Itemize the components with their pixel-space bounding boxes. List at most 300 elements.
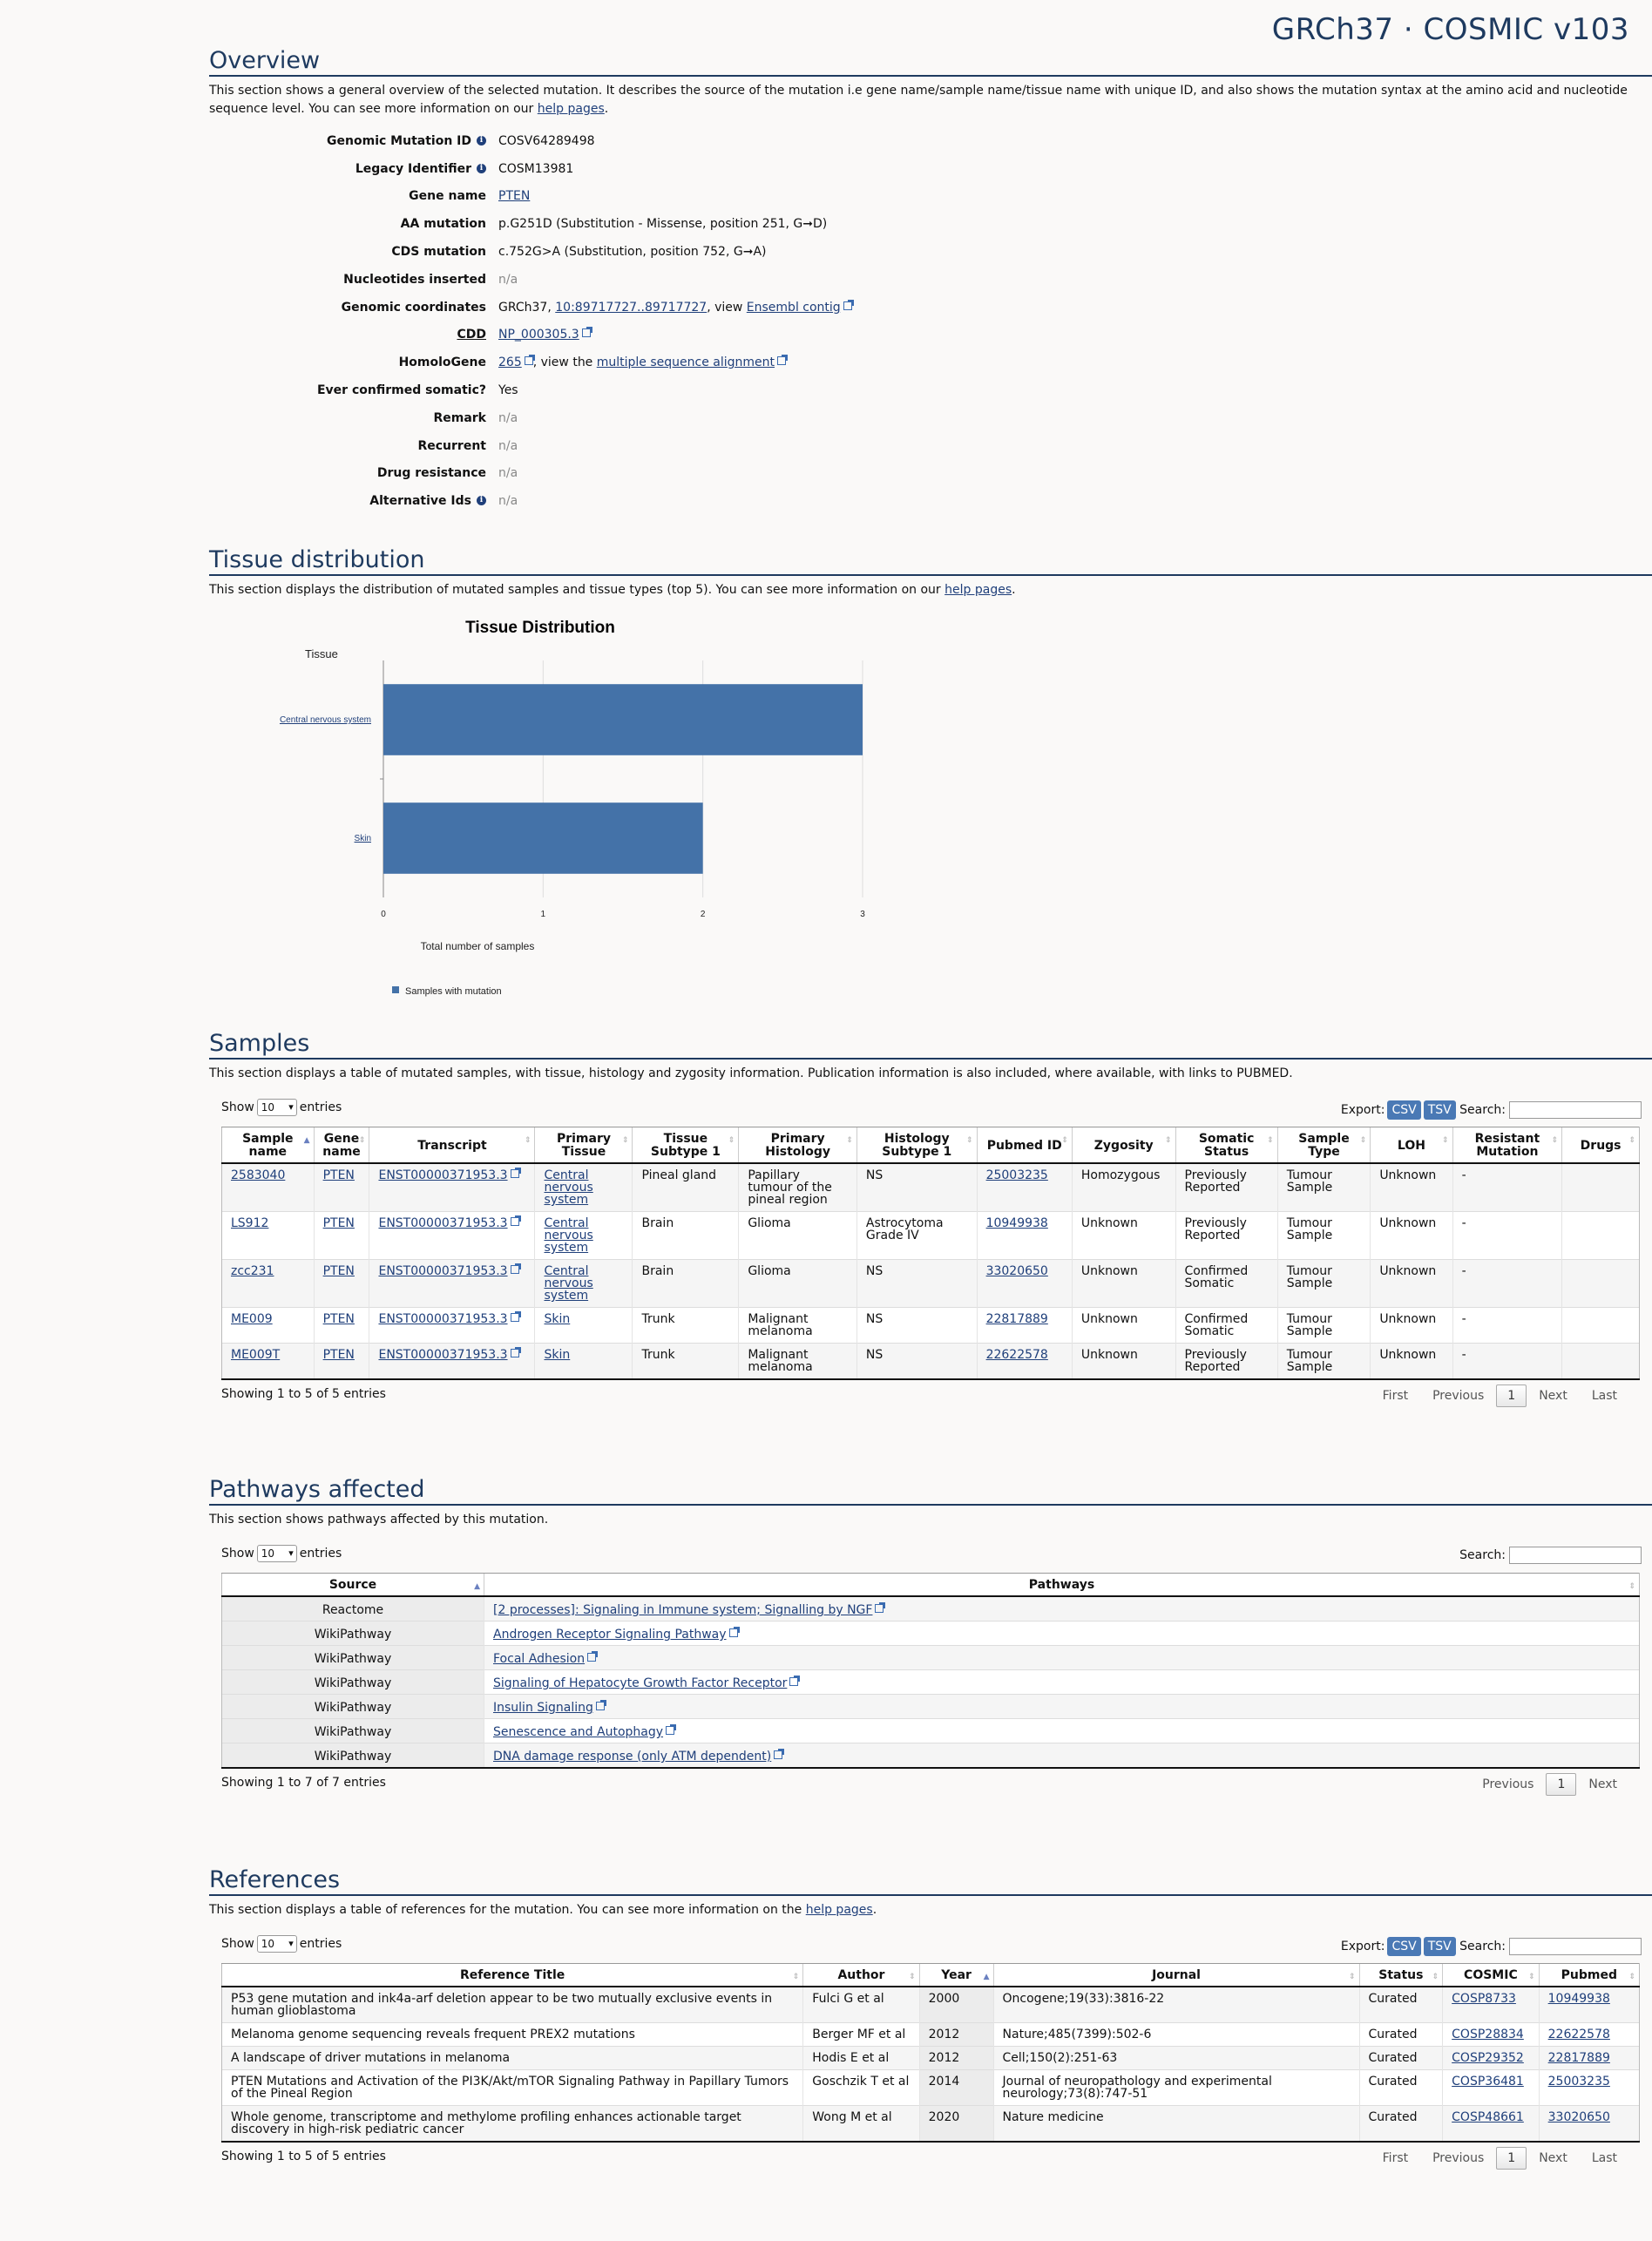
page-title: GRCh37 · COSMIC v103 <box>1271 12 1629 47</box>
table-row <box>222 1987 1640 2023</box>
references-help-link[interactable]: help pages <box>805 1903 873 1917</box>
pathways-info: Showing 1 to 7 of 7 entries <box>221 1776 386 1790</box>
table-cell-link[interactable]: ENST00000371953.3 <box>378 1264 508 1278</box>
remark: n/a <box>498 410 518 425</box>
table-row <box>222 1163 1640 1212</box>
references-search-control <box>1341 1937 1642 1956</box>
table-cell-text: NS <box>865 1312 884 1326</box>
last-button[interactable]: Last <box>1591 2151 1617 2165</box>
genomic-mutation-id: COSV64289498 <box>498 133 595 148</box>
first-button[interactable]: First <box>1382 2151 1409 2165</box>
external-link-icon <box>596 1702 605 1710</box>
legacy-identifier: COSM13981 <box>498 161 574 176</box>
table-cell <box>369 1260 535 1308</box>
table-cell-text: A landscape of driver mutations in melanoma <box>231 2051 511 2065</box>
legend-swatch <box>392 986 399 993</box>
table-cell <box>1277 1163 1371 1212</box>
table-cell-text: Papillary tumour of the pineal region <box>748 1168 832 1207</box>
table-cell <box>1277 1344 1371 1380</box>
table-cell <box>535 1163 633 1212</box>
table-cell <box>633 1260 739 1308</box>
legacy-identifier-label: Legacy Identifier <box>355 161 471 176</box>
table-row <box>222 1743 1640 1769</box>
table-cell <box>1277 1212 1371 1260</box>
pathway-link[interactable]: DNA damage response (only ATM dependent) <box>493 1750 772 1764</box>
genomic-coordinates-label: Genomic coordinates <box>341 300 486 315</box>
samples-column-header[interactable]: Pubmed ID ⇕ <box>977 1127 1072 1164</box>
samples-pagination <box>1371 1385 1629 1407</box>
references-info: Showing 1 to 5 of 5 entries <box>221 2150 386 2163</box>
search-label: Search: <box>1459 1940 1506 1953</box>
table-cell <box>222 1987 803 2023</box>
table-cell <box>993 2047 1359 2070</box>
samples-search-input[interactable] <box>1509 1101 1642 1119</box>
table-cell-link[interactable]: ME009T <box>231 1348 281 1362</box>
show-label: Show <box>221 1937 254 1951</box>
table-row <box>222 1344 1640 1380</box>
table-cell <box>1443 2047 1539 2070</box>
chart-x-ticks <box>381 910 865 919</box>
table-cell <box>1072 1308 1175 1344</box>
tissue-heading: Tissue distribution <box>209 546 1652 576</box>
pathways-length-control <box>221 1545 342 1562</box>
table-cell <box>919 2070 993 2106</box>
export-label: Export: <box>1340 1103 1385 1117</box>
genomic-coordinates-mid: , view <box>707 300 747 315</box>
references-table <box>221 1963 1640 2143</box>
table-cell-text: Unknown <box>1379 1168 1437 1182</box>
table-cell <box>1359 2047 1443 2070</box>
table-cell-text: Journal of neuropathology and experimental neurology;73(8):747-51 <box>1002 2075 1272 2101</box>
table-cell-text: Cell;150(2):251-63 <box>1002 2051 1118 2065</box>
references-section <box>209 1866 1652 2169</box>
table-cell-link[interactable]: 22622578 <box>1547 2028 1610 2041</box>
table-cell <box>222 2023 803 2047</box>
samples-search-control <box>1341 1100 1642 1120</box>
table-cell <box>739 1163 857 1212</box>
table-cell-text: - <box>1461 1348 1466 1362</box>
samples-column-header[interactable]: Sample name ▲ <box>222 1127 315 1164</box>
table-cell-link[interactable]: 22622578 <box>985 1348 1048 1362</box>
cds-mutation: c.752G>A (Substitution, position 752, G➞A) <box>498 245 767 260</box>
table-cell <box>222 1260 315 1308</box>
table-cell-text: Unknown <box>1080 1312 1138 1326</box>
nucleotides-inserted-label: Nucleotides inserted <box>343 272 486 287</box>
pathways-description: This section shows pathways affected by this mutation. <box>209 1513 549 1527</box>
references-length-control <box>221 1935 342 1953</box>
table-cell-link[interactable]: PTEN <box>322 1312 355 1326</box>
samples-column-header[interactable]: Histology Subtype 1 ⇕ <box>856 1127 977 1164</box>
table-cell-text: Tumour Sample <box>1286 1348 1333 1374</box>
pathways-heading: Pathways affected <box>209 1476 1652 1506</box>
category-label[interactable]: Central nervous system <box>279 715 371 725</box>
table-cell-link[interactable]: zcc231 <box>231 1264 274 1278</box>
table-cell <box>1539 1987 1639 2023</box>
samples-column-header[interactable]: Tissue Subtype 1 ⇕ <box>633 1127 739 1164</box>
table-cell-text: Brain <box>641 1216 674 1230</box>
table-cell <box>1175 1260 1277 1308</box>
table-cell-text: Glioma <box>748 1264 791 1278</box>
table-cell <box>1371 1308 1452 1344</box>
table-cell <box>633 1163 739 1212</box>
references-column-header[interactable]: Reference Title ⇕ <box>222 1964 803 1987</box>
pathway-source: WikiPathway <box>222 1743 484 1769</box>
table-cell-link[interactable]: 25003235 <box>1547 2075 1610 2089</box>
table-cell-text: Nature;485(7399):502-6 <box>1002 2028 1152 2041</box>
msa-link[interactable]: multiple sequence alignment <box>596 355 775 370</box>
references-length-select[interactable]: 10 ▾ <box>257 1935 297 1953</box>
table-cell-link[interactable]: COSP48661 <box>1452 2110 1524 2124</box>
drug-resistance-label: Drug resistance <box>376 466 486 481</box>
pathway-source: WikiPathway <box>222 1719 484 1743</box>
table-cell <box>993 2070 1359 2106</box>
references-description: This section displays a table of references for the mutation. You can see more information on the help pages. <box>209 1903 877 1917</box>
table-cell <box>314 1344 369 1380</box>
table-cell-text: 2012 <box>928 2051 960 2065</box>
table-cell-link[interactable]: ENST00000371953.3 <box>378 1168 508 1182</box>
table-cell-text: Curated <box>1368 2051 1418 2065</box>
page-1-button[interactable]: 1 <box>1496 1385 1527 1407</box>
bar[interactable] <box>383 802 703 874</box>
entries-label: entries <box>299 1937 342 1951</box>
samples-heading: Samples <box>209 1030 1652 1060</box>
external-link-icon <box>843 301 852 310</box>
external-link-icon <box>511 1349 519 1357</box>
table-cell-link[interactable]: COSP29352 <box>1452 2051 1524 2065</box>
samples-column-header[interactable]: Zygosity ⇕ <box>1072 1127 1175 1164</box>
table-cell <box>222 2070 803 2106</box>
external-link-icon <box>511 1265 519 1274</box>
table-cell <box>314 1308 369 1344</box>
first-button[interactable]: First <box>1382 1389 1409 1403</box>
references-heading: References <box>209 1866 1652 1896</box>
export-label: Export: <box>1340 1940 1385 1953</box>
pathway-cell <box>484 1596 1640 1622</box>
table-cell-text: Tumour Sample <box>1286 1168 1333 1195</box>
pathways-column-header[interactable]: Source ▲ <box>222 1574 484 1597</box>
table-cell-text: Unknown <box>1379 1348 1437 1362</box>
table-cell <box>856 1308 977 1344</box>
remark-label: Remark <box>433 410 486 425</box>
aa-mutation-label: AA mutation <box>400 217 486 232</box>
table-cell-link[interactable]: ENST00000371953.3 <box>378 1312 508 1326</box>
samples-column-header[interactable]: Primary Tissue ⇕ <box>535 1127 633 1164</box>
table-cell-link[interactable]: 22817889 <box>985 1312 1048 1326</box>
aa-mutation: p.G251D (Substitution - Missense, position 251, G➞D) <box>498 217 828 232</box>
table-cell <box>739 1344 857 1380</box>
table-cell <box>314 1212 369 1260</box>
table-cell <box>1562 1163 1640 1212</box>
table-cell-text: Wong M et al <box>812 2110 892 2124</box>
table-cell-text: Whole genome, transcriptome and methylome profiling enhances actionable target discovery in high-risk pediatric cancer <box>231 2110 741 2136</box>
table-cell-link[interactable]: PTEN <box>322 1216 355 1230</box>
samples-column-header[interactable]: Resistant Mutation ⇕ <box>1452 1127 1562 1164</box>
table-cell <box>919 1987 993 2023</box>
table-cell-link[interactable]: 33020650 <box>1547 2110 1610 2124</box>
samples-length-select[interactable]: 10 ▾ <box>257 1099 297 1116</box>
previous-button[interactable]: Previous <box>1432 1389 1485 1403</box>
table-cell-link[interactable]: 10949938 <box>985 1216 1048 1230</box>
gene-name-link[interactable]: PTEN <box>498 189 531 204</box>
homologene-label: HomoloGene <box>398 355 486 370</box>
pathway-link[interactable]: Signaling of Hepatocyte Growth Factor Receptor <box>493 1676 788 1690</box>
genomic-coordinates-link[interactable]: 10:89717727..89717727 <box>555 300 708 315</box>
pathways-section <box>209 1476 1652 1795</box>
table-cell-text: Curated <box>1368 1992 1418 2006</box>
external-link-icon <box>511 1169 519 1178</box>
table-cell-text: 2020 <box>928 2110 960 2124</box>
table-row <box>222 1646 1640 1670</box>
table-cell <box>1539 2106 1639 2143</box>
samples-column-header[interactable]: Transcript ⇕ <box>369 1127 535 1164</box>
table-cell <box>535 1344 633 1380</box>
cds-mutation-label: CDS mutation <box>391 245 486 260</box>
references-pagination <box>1371 2147 1629 2170</box>
external-link-icon <box>666 1726 674 1735</box>
references-column-header[interactable]: Year ▲ <box>919 1964 993 1987</box>
table-row <box>222 2047 1640 2070</box>
confirmed-somatic-label: Ever confirmed somatic? <box>316 383 486 398</box>
homologene-link[interactable]: 265 <box>498 355 522 370</box>
csv-export-button[interactable]: CSV <box>1387 1937 1420 1956</box>
table-cell <box>919 2023 993 2047</box>
previous-button[interactable]: Previous <box>1482 1777 1534 1791</box>
chart-legend: Samples with mutation <box>405 986 502 997</box>
x-tick-label: 3 <box>860 910 865 919</box>
chart-x-axis-label: Total number of samples <box>420 940 535 952</box>
table-row <box>222 1622 1640 1646</box>
info-icon[interactable]: i <box>477 136 486 146</box>
table-cell-text: Astrocytoma Grade IV <box>865 1216 944 1242</box>
x-tick-label: 0 <box>381 910 386 919</box>
table-cell <box>535 1308 633 1344</box>
pathway-cell <box>484 1719 1640 1743</box>
table-cell-text: Unknown <box>1080 1348 1138 1362</box>
references-column-header[interactable]: Journal ⇕ <box>993 1964 1359 1987</box>
external-link-icon <box>511 1313 519 1322</box>
table-cell <box>1359 2023 1443 2047</box>
x-tick-label: 1 <box>540 910 546 919</box>
table-cell-link[interactable]: Central nervous system <box>544 1168 593 1207</box>
bar[interactable] <box>383 684 863 755</box>
table-cell <box>1072 1163 1175 1212</box>
table-cell-text: Tumour Sample <box>1286 1216 1333 1242</box>
samples-column-header[interactable]: LOH ⇕ <box>1371 1127 1452 1164</box>
external-link-icon <box>789 1677 798 1686</box>
external-link-icon <box>582 328 591 337</box>
page-1-button[interactable]: 1 <box>1546 1773 1576 1796</box>
table-row <box>222 1719 1640 1743</box>
pathway-link[interactable]: Focal Adhesion <box>493 1652 586 1666</box>
table-cell <box>977 1163 1072 1212</box>
table-cell <box>222 1308 315 1344</box>
table-cell <box>369 1163 535 1212</box>
pathway-link[interactable]: Senescence and Autophagy <box>493 1725 664 1739</box>
table-cell-text: - <box>1461 1168 1466 1182</box>
table-cell <box>222 1344 315 1380</box>
chart-bars <box>383 684 863 874</box>
table-cell <box>633 1344 739 1380</box>
table-cell-link[interactable]: COSP8733 <box>1452 1992 1516 2006</box>
pathway-link[interactable]: Androgen Receptor Signaling Pathway <box>493 1628 727 1642</box>
table-row <box>222 1308 1640 1344</box>
table-cell-text: Trunk <box>641 1312 675 1326</box>
table-cell-link[interactable]: PTEN <box>322 1168 355 1182</box>
table-cell <box>919 2106 993 2143</box>
table-cell-text: - <box>1461 1312 1466 1326</box>
table-cell-link[interactable]: ME009 <box>231 1312 273 1326</box>
table-cell <box>856 1260 977 1308</box>
table-cell-link[interactable]: ENST00000371953.3 <box>378 1216 508 1230</box>
table-cell-link[interactable]: 25003235 <box>985 1168 1048 1182</box>
table-cell-link[interactable]: Skin <box>544 1348 571 1362</box>
chart-title: Tissue Distribution <box>465 619 615 637</box>
table-cell <box>1443 2070 1539 2106</box>
samples-column-header[interactable]: Primary Histology ⇕ <box>739 1127 857 1164</box>
pathway-source: WikiPathway <box>222 1670 484 1695</box>
table-cell-link[interactable]: PTEN <box>322 1264 355 1278</box>
info-icon[interactable]: i <box>477 164 486 173</box>
samples-column-header[interactable]: Drugs ⇕ <box>1562 1127 1640 1164</box>
cdd-link[interactable]: NP_000305.3 <box>498 328 579 342</box>
pathway-source: WikiPathway <box>222 1646 484 1670</box>
pathway-link[interactable]: Insulin Signaling <box>493 1701 593 1715</box>
table-cell-link[interactable]: Central nervous system <box>544 1264 593 1303</box>
table-cell-link[interactable]: ENST00000371953.3 <box>378 1348 508 1362</box>
references-column-header[interactable]: Author ⇕ <box>803 1964 919 1987</box>
table-cell <box>1072 1260 1175 1308</box>
page-1-button[interactable]: 1 <box>1496 2147 1527 2170</box>
table-cell <box>1371 1163 1452 1212</box>
table-cell <box>856 1163 977 1212</box>
table-cell <box>222 1212 315 1260</box>
table-cell <box>1562 1308 1640 1344</box>
pathways-search-input[interactable] <box>1509 1547 1642 1564</box>
table-cell <box>1359 2106 1443 2143</box>
tsv-export-button[interactable]: TSV <box>1424 1100 1456 1120</box>
table-cell <box>803 2070 919 2106</box>
table-cell <box>1175 1212 1277 1260</box>
table-cell <box>1371 1260 1452 1308</box>
overview-fields <box>209 127 1652 515</box>
table-cell-link[interactable]: PTEN <box>322 1348 355 1362</box>
pathway-source: WikiPathway <box>222 1695 484 1719</box>
table-cell-text: PTEN Mutations and Activation of the PI3K/Akt/mTOR Signaling Pathway in Papillary Tumors of the Pineal Region <box>231 2075 789 2101</box>
external-link-icon <box>777 356 786 365</box>
references-column-header[interactable]: Status ⇕ <box>1359 1964 1443 1987</box>
references-search-input[interactable] <box>1509 1938 1642 1955</box>
table-row <box>222 1212 1640 1260</box>
references-column-header[interactable]: COSMIC ⇕ <box>1443 1964 1539 1987</box>
table-cell <box>977 1344 1072 1380</box>
table-row <box>222 1596 1640 1622</box>
table-cell <box>739 1308 857 1344</box>
table-cell-text: - <box>1461 1264 1466 1278</box>
table-cell-link[interactable]: 33020650 <box>985 1264 1048 1278</box>
table-row <box>222 2106 1640 2143</box>
table-cell <box>1539 2070 1639 2106</box>
next-button[interactable]: Next <box>1539 1389 1567 1403</box>
table-cell <box>1562 1260 1640 1308</box>
table-cell-text: Trunk <box>641 1348 675 1362</box>
table-cell-link[interactable]: COSP28834 <box>1452 2028 1524 2041</box>
table-cell <box>1443 2023 1539 2047</box>
samples-column-header[interactable]: Sample Type ⇕ <box>1277 1127 1371 1164</box>
table-cell <box>1277 1308 1371 1344</box>
recurrent-label: Recurrent <box>417 438 486 453</box>
table-cell-link[interactable]: Skin <box>544 1312 571 1326</box>
pathways-pagination <box>1470 1773 1629 1796</box>
pathway-link[interactable]: [2 processes]: Signaling in Immune system; Signalling by NGF <box>493 1603 873 1617</box>
table-cell-link[interactable]: LS912 <box>231 1216 269 1230</box>
table-cell-link[interactable]: Central nervous system <box>544 1216 593 1255</box>
samples-section <box>209 1030 1652 1406</box>
tsv-export-button[interactable]: TSV <box>1424 1937 1456 1956</box>
next-button[interactable]: Next <box>1588 1777 1617 1791</box>
overview-heading: Overview <box>209 47 1652 77</box>
table-cell <box>1371 1212 1452 1260</box>
table-cell-text: Previously Reported <box>1184 1168 1247 1195</box>
table-cell-link[interactable]: COSP36481 <box>1452 2075 1524 2089</box>
table-cell <box>314 1260 369 1308</box>
overview-description: This section shows a general overview of the selected mutation. It describes the source of the mutation i.e gene name/sample name/tissue name with unique ID, and also shows the mutation syntax at the amino acid and nucleotide sequence level. You can see more information on our help pages. <box>209 84 1628 116</box>
table-cell-text: Melanoma genome sequencing reveals frequent PREX2 mutations <box>231 2028 635 2041</box>
table-cell <box>369 1308 535 1344</box>
table-cell <box>369 1344 535 1380</box>
table-cell <box>633 1212 739 1260</box>
table-cell <box>803 2106 919 2143</box>
pathways-search-control <box>1459 1547 1642 1564</box>
last-button[interactable]: Last <box>1591 1389 1617 1403</box>
previous-button[interactable]: Previous <box>1432 2151 1485 2165</box>
table-cell-text: NS <box>865 1348 884 1362</box>
table-cell <box>1359 1987 1443 2023</box>
table-cell-link[interactable]: 10949938 <box>1547 1992 1610 2006</box>
overview-help-link[interactable]: help pages <box>537 102 605 116</box>
table-cell <box>739 1212 857 1260</box>
csv-export-button[interactable]: CSV <box>1387 1100 1420 1120</box>
recurrent: n/a <box>498 438 518 453</box>
ensembl-contig-link[interactable]: Ensembl contig <box>746 300 841 315</box>
table-cell <box>739 1260 857 1308</box>
pathways-length-select[interactable]: 10 ▾ <box>257 1545 297 1562</box>
pathway-cell <box>484 1743 1640 1769</box>
samples-column-header[interactable]: Gene name ⇕ <box>314 1127 369 1164</box>
table-cell <box>993 1987 1359 2023</box>
external-link-icon <box>587 1653 596 1662</box>
table-cell <box>1443 1987 1539 2023</box>
table-cell-link[interactable]: 2583040 <box>231 1168 286 1182</box>
samples-column-header[interactable]: Somatic Status ⇕ <box>1175 1127 1277 1164</box>
tissue-description: This section displays the distribution of mutated samples and tissue types (top 5). You can see more information on our help pages. <box>209 583 1016 597</box>
tissue-help-link[interactable]: help pages <box>944 583 1012 597</box>
table-row <box>222 2023 1640 2047</box>
category-label[interactable]: Skin <box>354 834 371 843</box>
table-cell-link[interactable]: 22817889 <box>1547 2051 1610 2065</box>
table-cell <box>222 1163 315 1212</box>
table-cell-text: Previously Reported <box>1184 1216 1247 1242</box>
table-cell <box>1359 2070 1443 2106</box>
tissue-distribution-chart <box>209 610 924 1011</box>
info-icon[interactable]: i <box>477 496 486 505</box>
table-row <box>222 2070 1640 2106</box>
references-column-header[interactable]: Pubmed ⇕ <box>1539 1964 1639 1987</box>
table-cell <box>535 1260 633 1308</box>
chart-categories <box>280 715 383 843</box>
pathways-column-header[interactable]: Pathways ⇕ <box>484 1574 1640 1597</box>
next-button[interactable]: Next <box>1539 2151 1567 2165</box>
table-cell-text: Unknown <box>1080 1216 1138 1230</box>
